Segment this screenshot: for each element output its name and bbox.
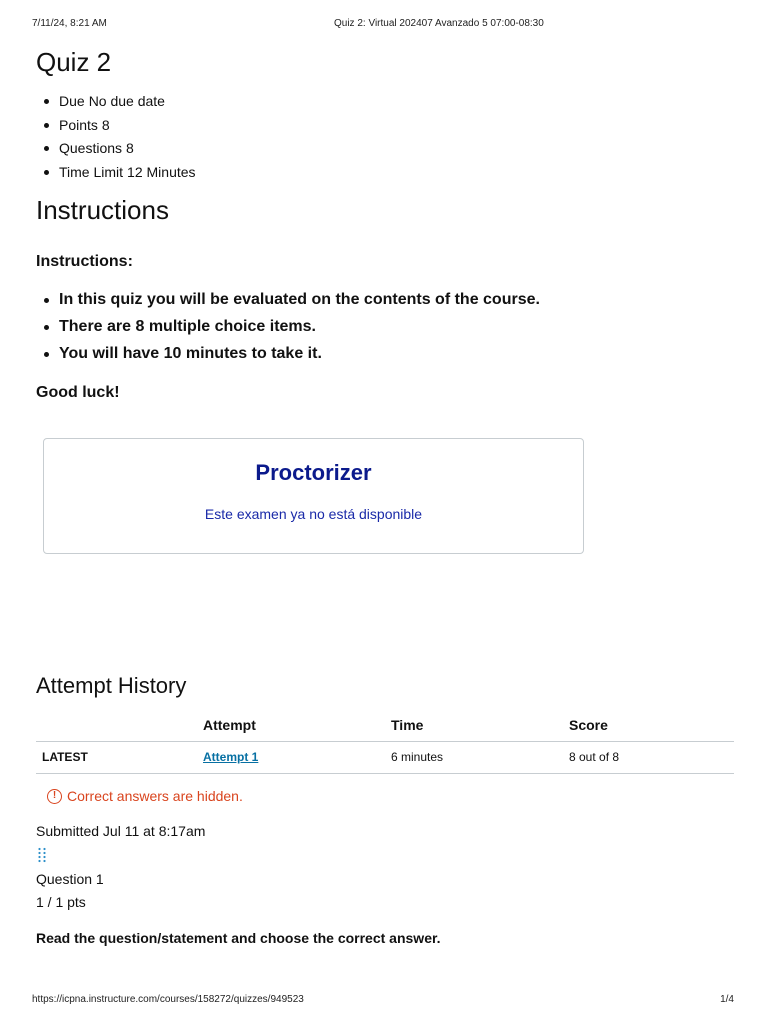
- question-prompt: Read the question/statement and choose the correct answer.: [36, 930, 441, 946]
- quiz-detail-due: [36, 92, 196, 116]
- column-header-score: Score: [563, 710, 734, 741]
- attempt-score: 8 out of 8: [563, 741, 734, 773]
- attempt-history-heading: Attempt History: [36, 673, 187, 698]
- print-page-title: Quiz 2: Virtual 202407 Avanzado 5 07:00-08:30: [334, 18, 544, 29]
- column-header-attempt: Attempt: [197, 710, 385, 741]
- proctorizer-message: Este examen ya no está disponible: [204, 506, 423, 522]
- instructions-list: [36, 290, 540, 371]
- detail-label: Due: [59, 93, 85, 109]
- instructions-heading: Instructions: [36, 195, 169, 225]
- detail-value: 8: [126, 140, 134, 156]
- quiz-title: Quiz 2: [36, 47, 112, 77]
- attempt-status: LATEST: [36, 741, 197, 773]
- question-label: Question 1: [36, 871, 104, 887]
- instructions-label: Instructions:: [36, 253, 133, 270]
- drag-handle-icon[interactable]: [37, 847, 47, 863]
- proctorizer-panel: [43, 438, 584, 554]
- table-header-row: [36, 710, 734, 741]
- column-header-status: [36, 710, 197, 741]
- table-row: [36, 741, 734, 773]
- submitted-timestamp: Submitted Jul 11 at 8:17am: [36, 823, 206, 839]
- detail-value: No due date: [88, 93, 165, 109]
- print-url: https://icpna.instructure.com/courses/158272/quizzes/949523: [32, 994, 304, 1005]
- attempt-time: 6 minutes: [385, 741, 563, 773]
- quiz-detail-time-limit: [36, 163, 196, 187]
- quiz-details-list: [36, 92, 196, 186]
- instruction-item: There are 8 multiple choice items.: [36, 317, 540, 344]
- instruction-item: You will have 10 minutes to take it.: [36, 344, 540, 371]
- detail-label: Points: [59, 116, 98, 133]
- answers-hidden-text: Correct answers are hidden.: [67, 788, 243, 804]
- good-luck-text: Good luck!: [36, 384, 120, 401]
- quiz-detail-questions: [36, 139, 196, 163]
- detail-value: 8: [101, 116, 110, 133]
- attempt-history-table: [36, 710, 734, 774]
- warning-icon: !: [47, 789, 62, 804]
- detail-value: 12 Minutes: [127, 163, 196, 180]
- column-header-time: Time: [385, 710, 563, 741]
- attempt-cell: [197, 741, 385, 773]
- print-datetime: 7/11/24, 8:21 AM: [32, 18, 107, 29]
- detail-label: Questions: [59, 140, 123, 156]
- detail-label: Time Limit: [59, 163, 124, 180]
- instruction-item: In this quiz you will be evaluated on the contents of the course.: [36, 290, 540, 317]
- page-number: 1/4: [720, 994, 734, 1005]
- attempt-link[interactable]: Attempt 1: [203, 750, 259, 764]
- proctorizer-title: Proctorizer: [255, 460, 372, 485]
- answers-hidden-notice: [47, 788, 243, 804]
- quiz-detail-points: [36, 116, 196, 140]
- question-points: 1 / 1 pts: [36, 894, 86, 910]
